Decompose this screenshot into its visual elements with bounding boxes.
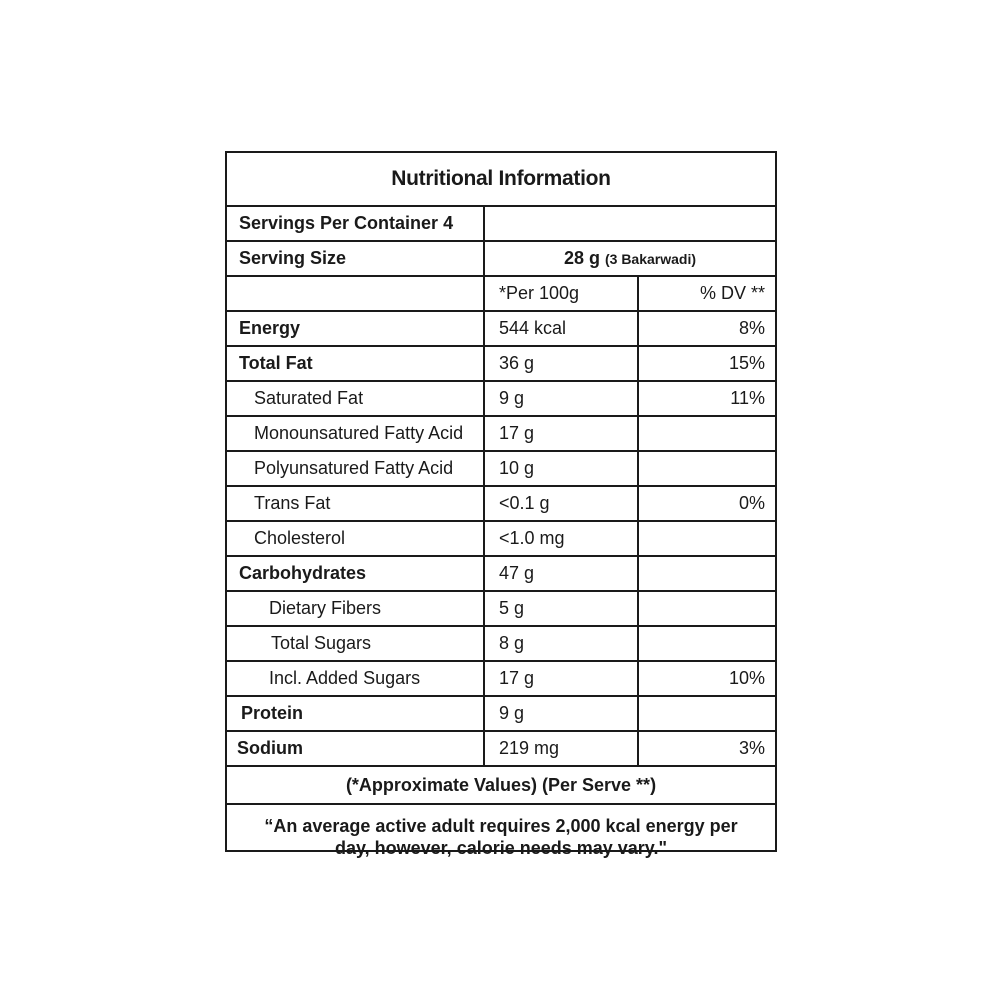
nutrient-row-total-sugars [227,627,775,662]
nutrient-dv [639,417,775,450]
nutrient-per-100g: 544 kcal [485,312,639,345]
nutrient-per-100g: <1.0 mg [485,522,639,555]
nutrient-row-dietary-fibers [227,592,775,627]
nutrient-dv [639,627,775,660]
nutrient-per-100g: 5 g [485,592,639,625]
nutrient-name: Protein [227,697,485,730]
footer-note: “An average active adult requires 2,000 kcal energy per day, however, calorie needs may vary." [264,816,738,858]
nutrient-dv [639,557,775,590]
nutrient-dv: 11% [730,388,765,408]
nutrient-dv: 15% [728,353,765,373]
nutrient-dv: 10% [728,668,765,688]
nutrient-row-total-fat [227,347,775,382]
nutrient-per-100g: 219 mg [485,732,639,765]
servings-row [227,207,775,242]
nutrient-row-trans-fat [227,487,775,522]
nutrient-row-energy [227,312,775,347]
nutrient-name: Incl. Added Sugars [227,662,485,695]
nutrient-row-sodium [227,732,775,767]
nutrient-per-100g: 17 g [485,417,639,450]
nutrient-name: Cholesterol [227,522,485,555]
panel-title: Nutritional Information [227,153,775,207]
nutrient-dv: 3% [738,738,765,758]
nutrient-row-cholesterol [227,522,775,557]
nutrient-name: Total Fat [227,347,485,380]
nutrient-dv: 0% [738,493,765,513]
nutrient-dv [639,452,775,485]
nutrient-row-carbohydrates [227,557,775,592]
nutrient-dv [639,522,775,555]
nutrient-name: Monounsatured Fatty Acid [227,417,485,450]
header-row [227,277,775,312]
nutrient-per-100g: 9 g [485,697,639,730]
nutrient-name: Sodium [227,732,485,765]
nutrient-per-100g: 10 g [485,452,639,485]
nutrient-per-100g: 9 g [485,382,639,415]
serving-size-row [227,242,775,277]
serving-size-value: 28 g [563,248,600,268]
header-dv: % DV ** [699,283,765,303]
servings-empty-cell [485,207,775,240]
nutrient-row-protein [227,697,775,732]
nutrient-per-100g: 8 g [485,627,639,660]
nutrient-name: Total Sugars [227,627,485,660]
nutrient-per-100g: 36 g [485,347,639,380]
serving-size-label: Serving Size [227,242,485,275]
nutrient-dv: 8% [738,318,765,338]
nutrient-row-pufa [227,452,775,487]
nutrient-name: Dietary Fibers [227,592,485,625]
nutrient-per-100g: <0.1 g [485,487,639,520]
serving-size-note: (3 Bakarwadi) [604,250,697,267]
nutrient-per-100g: 17 g [485,662,639,695]
nutrient-per-100g: 47 g [485,557,639,590]
nutrient-dv [639,592,775,625]
nutrient-row-saturated-fat [227,382,775,417]
nutrient-name: Trans Fat [227,487,485,520]
nutrient-name: Carbohydrates [227,557,485,590]
header-empty-cell [227,277,485,310]
nutrient-name: Energy [227,312,485,345]
serving-size-value-cell [485,242,775,275]
nutrient-name: Saturated Fat [227,382,485,415]
approximate-values-note: (*Approximate Values) (Per Serve **) [227,767,775,805]
nutrient-name: Polyunsatured Fatty Acid [227,452,485,485]
nutrition-panel [225,151,777,858]
nutrient-row-mufa [227,417,775,452]
header-per-100g: *Per 100g [485,277,639,310]
nutrient-dv [639,697,775,730]
servings-per-container-label: Servings Per Container 4 [227,207,485,240]
nutrient-row-added-sugars [227,662,775,697]
